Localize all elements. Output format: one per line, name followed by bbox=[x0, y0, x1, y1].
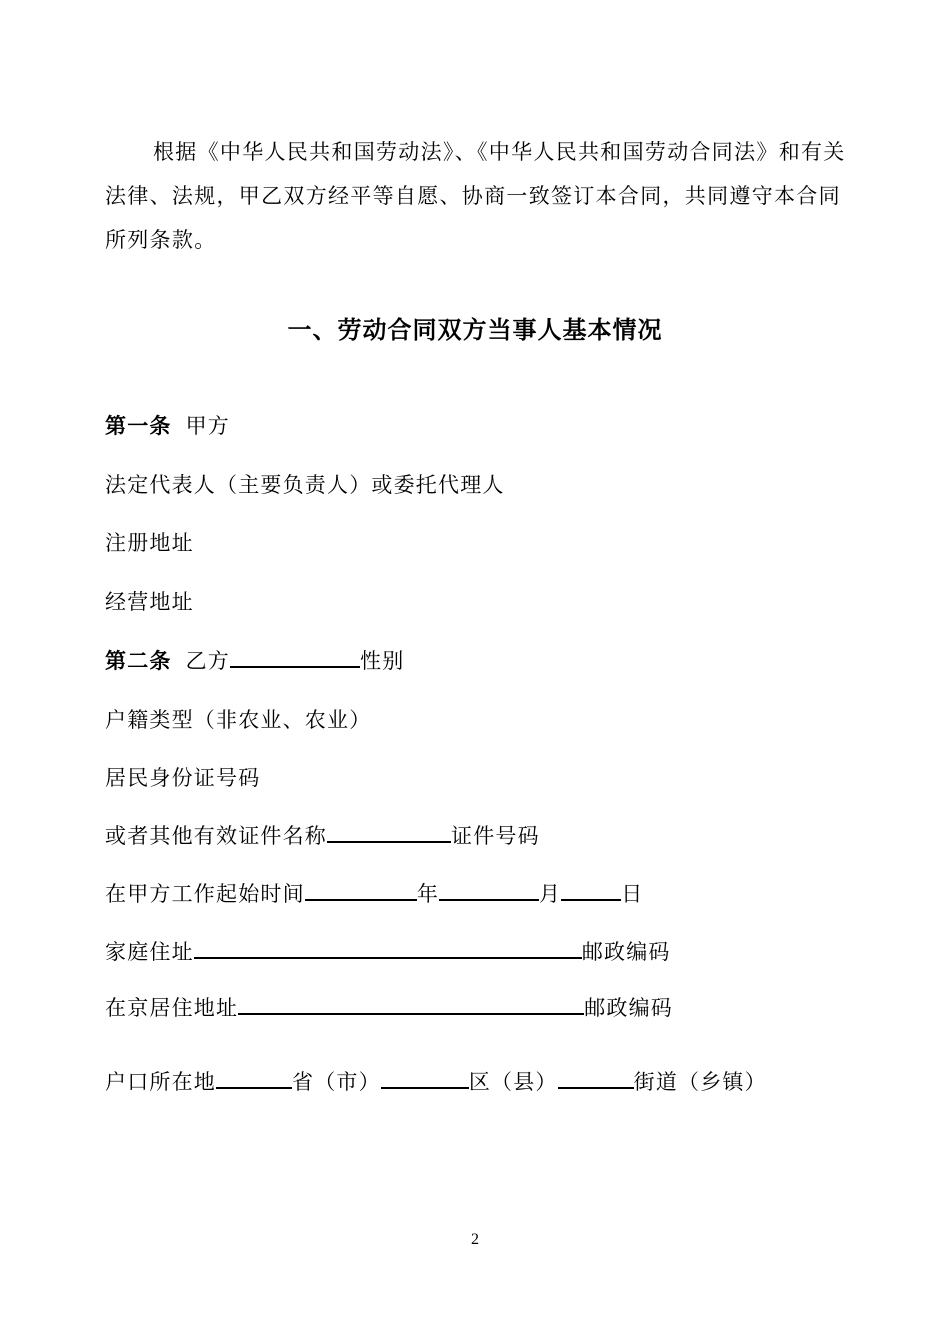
party-a: 甲方 bbox=[185, 414, 231, 438]
start-time-line: 在甲方工作起始时间 年 月 日 bbox=[105, 878, 643, 908]
party-b-name-blank[interactable] bbox=[230, 645, 360, 668]
beijing-address-blank[interactable] bbox=[238, 992, 584, 1015]
section-title: 一、劳动合同双方当事人基本情况 bbox=[287, 316, 663, 344]
home-address-line: 家庭住址 邮政编码 bbox=[105, 936, 671, 966]
article2-line bbox=[105, 645, 404, 675]
legal-rep-field: 法定代表人（主要负责人）或委托代理人 bbox=[105, 473, 505, 497]
year-blank[interactable] bbox=[305, 878, 417, 901]
intro-paragraph: 根据《中华人民共和国劳动法》、《中华人民共和国劳动合同法》和有关法律、法规，甲乙双方经平等自愿、协商一致签订本合同，共同遵守本合同所列条款。 bbox=[105, 140, 846, 252]
party-b: 乙方 bbox=[185, 649, 231, 673]
month-blank[interactable] bbox=[439, 878, 539, 901]
article1-line bbox=[105, 410, 230, 440]
article2-label: 第二条 bbox=[105, 649, 172, 673]
household-type-field: 户籍类型（非农业、农业） bbox=[105, 708, 372, 732]
beijing-address-line: 在京居住地址 邮政编码 bbox=[105, 992, 673, 1022]
day-blank[interactable] bbox=[561, 878, 621, 901]
street-blank[interactable] bbox=[558, 1066, 634, 1089]
home-address-blank[interactable] bbox=[194, 936, 582, 959]
district-blank[interactable] bbox=[381, 1066, 469, 1089]
page-number: 2 bbox=[471, 1231, 479, 1248]
article1-label: 第一条 bbox=[105, 414, 172, 438]
registered-address-field: 注册地址 bbox=[105, 531, 194, 555]
id-number-field: 居民身份证号码 bbox=[105, 766, 261, 790]
other-id-name-blank[interactable] bbox=[327, 820, 451, 843]
business-address-field: 经营地址 bbox=[105, 590, 194, 614]
gender-label: 性别 bbox=[360, 649, 405, 673]
province-blank[interactable] bbox=[216, 1066, 292, 1089]
hukou-line: 户口所在地 省（市） 区（县） 街道（乡镇） bbox=[105, 1066, 767, 1096]
other-id-line: 或者其他有效证件名称 证件号码 bbox=[105, 820, 540, 850]
